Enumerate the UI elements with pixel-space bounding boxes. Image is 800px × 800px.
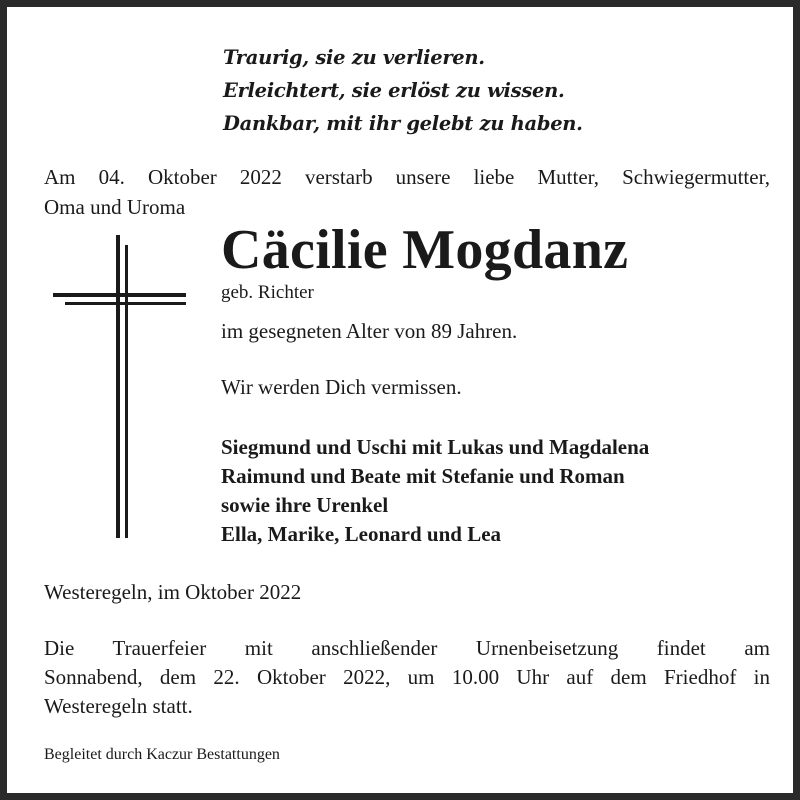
ceremony-line: Sonnabend, dem 22. Oktober 2022, um 10.00 Uhr auf dem Friedhof in (44, 665, 770, 689)
death-announcement (44, 162, 770, 222)
family-line: Raimund und Beate mit Stefanie und Roman (221, 464, 625, 488)
cross-icon (53, 235, 189, 540)
poem-line: Dankbar, mit ihr gelebt zu haben. (223, 112, 583, 135)
family-line: Ella, Marike, Leonard und Lea (221, 522, 502, 546)
place-date: Westeregeln, im Oktober 2022 (44, 580, 302, 604)
poem-line: Traurig, sie zu verlieren. (223, 46, 485, 69)
undertaker-credit: Begleitet durch Kaczur Bestattungen (44, 746, 280, 763)
family-line: Siegmund und Uschi mit Lukas und Magdalena (221, 435, 650, 459)
birth-name: geb. Richter (221, 282, 314, 303)
family-list (221, 433, 649, 549)
poem-line: Erleichtert, sie erlöst zu wissen. (223, 79, 565, 102)
announcement-line: Oma und Uroma (44, 195, 186, 219)
poem (223, 41, 583, 140)
deceased-name: Cäcilie Mogdanz (221, 219, 629, 281)
age-text: im gesegneten Alter von 89 Jahren. (221, 319, 518, 343)
family-line: sowie ihre Urenkel (221, 493, 389, 517)
ceremony-info (44, 634, 770, 721)
announcement-line: Am 04. Oktober 2022 verstarb unsere liebe Mutter, Schwiegermutter, (44, 165, 770, 189)
ceremony-line: Die Trauerfeier mit anschließender Urnenbeisetzung findet am (44, 636, 770, 660)
ceremony-line: Westeregeln statt. (44, 694, 193, 718)
farewell-text: Wir werden Dich vermissen. (221, 375, 462, 399)
